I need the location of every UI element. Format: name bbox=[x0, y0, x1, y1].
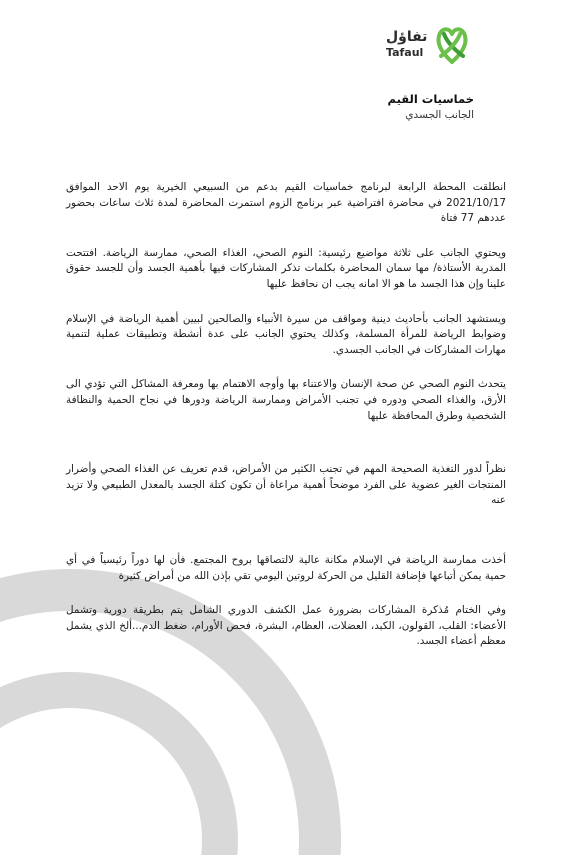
logo-wordmark bbox=[386, 30, 427, 58]
tafaul-logo bbox=[386, 22, 478, 66]
paragraph-nutrition: نظراً لدور التغذية الصحيحة المهم في تجنب الكثير من الأمراض، قدم تعريف عن الغذاء الصحي وأضرار المنتجات الغير عضوية على الفرد موضحاً أهمية مراعاة أن تكون كتلة الجسد بالمعدل الطبيعي ولا تزيد عنه bbox=[66, 463, 506, 507]
logo-arabic-text: تفاؤل bbox=[386, 29, 428, 45]
document-body bbox=[66, 180, 506, 650]
ribbon-heart-icon bbox=[433, 22, 471, 66]
logo-latin-text: Tafaul bbox=[386, 46, 424, 59]
heading-block bbox=[174, 91, 474, 123]
paragraph-religious: ويستشهد الجانب بأحاديث دينية ومواقف من سيرة الأنبياء والصالحين لبيين أهمية الرياضة في الإسلام وضوابط الرياضة للمرأة المسلمة، وكذلك يحتوي الجانب على عدة أنشطة وتطبيقات عملية لتنمية مهارات المشاركات في الجانب الجسدي. bbox=[66, 312, 506, 356]
paragraph-sleep: يتحدث النوم الصحي عن صحة الإنسان والاعتناء بها وأوجه الاهتمام بها ومعرفة المشاكل التي تؤدي الى الأرق، والغذاء الصحي ودوره في تجنب الأمراض وممارسة الرياضة ودورها في نجاح الحمية والنظافة الشخصية وطرق المحافظة عليها bbox=[66, 378, 506, 422]
page-subtitle: الجانب الجسدي bbox=[405, 109, 474, 121]
paragraph-sport: أخذت ممارسة الرياضة في الإسلام مكانة عالية لالتصاقها بروح المجتمع. فأن لها دوراً رئيسياً في أي حمية يمكن أتباعها فإضافة القليل من الحركة لروتين اليومي تقي بإذن الله من أمراض كثيرة bbox=[66, 553, 506, 582]
paragraph-topics: ويحتوي الجانب على ثلاثة مواضيع رئيسية: النوم الصحي، الغذاء الصحي، ممارسة الرياضة. افتتحت المدربة الأستاذة/ مها سمان المحاضرة بكلمات تذكر المشاركات فيها بأهمية الجسد وأن للجسد حقوق علينا وإن هذا الجسد ما هو الا امانه يجب ان نحافظ عليها bbox=[66, 246, 506, 290]
page-title: خماسيات القيم bbox=[387, 92, 474, 106]
paragraph-closing: وفي الختام مُذكرة المشاركات بضرورة عمل الكشف الدوري الشامل يتم بطريقة دورية وتشمل الأعضاء: القلب، القولون، الكبد، العضلات، العظام، البشرة، فحص الأورام، ضغط الدم...ألخ الذي يشمل معظم أعضاء الجسد. bbox=[66, 604, 506, 648]
paragraph-intro: انطلقت المحطة الرابعة لبرنامج خماسيات القيم بدعم من السبيعي الخيرية يوم الاحد الموافق 2021/10/17 في محاضرة افتراضية عبر برنامج الزوم استمرت المحاضرة لمدة ثلاث ساعات بحضور عددهم 77 فتاة bbox=[66, 181, 506, 225]
